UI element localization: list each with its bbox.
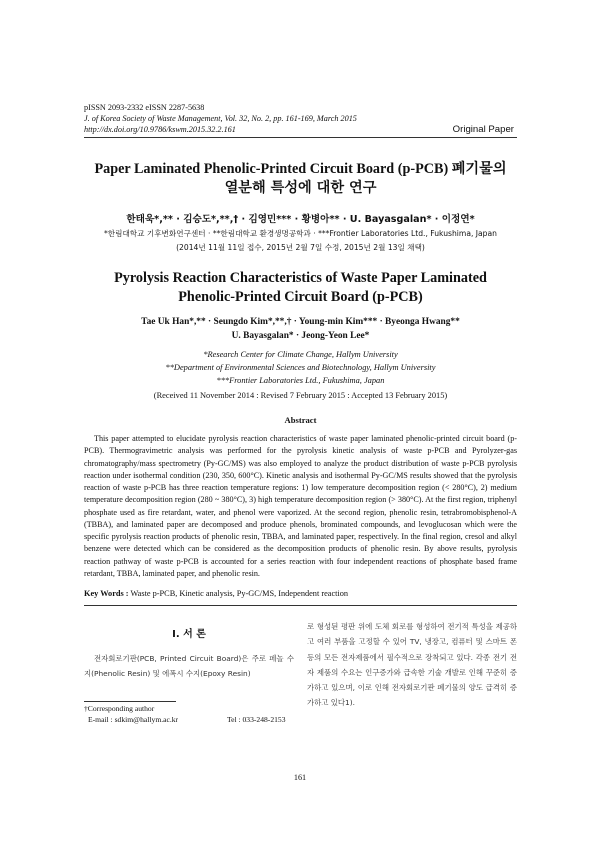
english-aff2: **Department of Environmental Sciences and Biotechnology, Hallym University	[165, 363, 436, 372]
keywords-label: Key Words :	[84, 589, 129, 598]
doi-link[interactable]: http://dx.doi.org/10.9786/kswm.2015.32.2.161	[84, 125, 236, 134]
header-divider	[84, 137, 517, 138]
journal-citation: J. of Korea Society of Waste Management, Vol. 32, No. 2, pp. 161-169, March 2015	[84, 114, 357, 123]
english-aff3: ***Frontier Laboratories Ltd., Fukushima, Japan	[216, 376, 385, 385]
english-authors	[84, 315, 517, 343]
english-title	[84, 269, 517, 307]
english-aff1: *Research Center for Climate Change, Hallym University	[203, 350, 398, 359]
english-received: (Received 11 November 2014 : Revised 7 February 2015 : Accepted 13 February 2015)	[153, 391, 448, 400]
section-heading: I. 서 론	[172, 629, 206, 640]
footnote-rule	[84, 701, 176, 702]
english-authors-line2: U. Bayasgalan* · Jeong-Yeon Lee*	[231, 331, 370, 341]
footnote-email[interactable]: E-mail : sdkim@hallym.ac.kr	[88, 714, 179, 724]
article-type: Original Paper	[452, 124, 514, 135]
english-title-line2: Phenolic-Printed Circuit Board (p-PCB)	[178, 289, 423, 305]
keywords-list: Waste p-PCB, Kinetic analysis, Py-GC/MS, Independent reaction	[130, 589, 349, 598]
section-left-text: 전자회로기판(PCB, Printed Circuit Board)은 주로 페놀 수지(Phenolic Resin) 및 에폭시 수지(Epoxy Resin)	[84, 654, 294, 679]
korean-received: (2014년 11월 11일 접수, 2015년 2월 7일 수정, 2015년 2월 13일 채택)	[176, 243, 425, 252]
english-authors-line1: Tae Uk Han*,** · Seungdo Kim*,**,† · Young-min Kim*** · Byeonga Hwang**	[141, 317, 460, 327]
korean-title	[84, 160, 517, 198]
english-title-line1: Pyrolysis Reaction Characteristics of Waste Paper Laminated	[114, 270, 487, 286]
journal-header	[84, 102, 357, 135]
footnote	[84, 704, 294, 726]
korean-affiliations: *한림대학교 기후변화연구센터 · **한림대학교 환경생명공학과 · ***Frontier Laboratories Ltd., Fukushima, Japan	[104, 229, 497, 238]
footnote-tel: Tel : 033-248-2153	[227, 714, 286, 724]
abstract-heading: Abstract	[284, 415, 317, 425]
abstract-text: This paper attempted to elucidate pyrolysis reaction characteristics of waste paper laminated phenolic-printed circuit board (p-PCB). Thermogravimetric analysis was performed for the pyrolysis kinetic analysis of waste p-PCB and Pyrolyzer-gas chromatography/mass spectrometry (Py-GC/MS) was also employed to analyze the product distribution of waste p-PCB pyrolysis reaction under isothermal condition (230, 350, 600°C). Kinetic analysis and isothermal Py-GC/MS results showed that the pyrolysis reaction of waste p-PCB has three reaction temperature regions: 1) low temperature decomposition region (< 280°C), 2) medium temperature decomposition region (280 ~ 380°C), 3) high temperature decomposition region (> 380°C). At the first region, triphenyl phosphate used as fire retardant, water, and phenol were vaporized. At the second region, phenolic resin, tetrabromobisphenol-A (TBBA), and laminated paper are decomposed and produce phenols, brominated compounds, and levoglucosan which were the specific pyrolysis reaction products of phenolic resin, TBBA, and laminated paper, respectively. In the final region, cresol and alkyl benzene were detected which can be considered as the decomposition products of phenolic resin. By above results, pyrolysis reaction pathway of waste p-PCB is accounted for a series reaction with four independent reactions of phosphate based frame retardant, TBBA, laminated paper, and phenolic resin.	[84, 434, 517, 578]
page-number: 161	[293, 773, 307, 782]
section-right-text: 로 형성된 평판 위에 도체 회로를 형성하여 전기적 특성을 제공하고 여러 부품을 고정할 수 있어 TV, 냉장고, 컴퓨터 및 스마트 폰 등의 모든 전자제품에서 필수적으로 장착되고 있다. 각종 전기 전자 제품의 수요는 인구증가와 급속한 기술 개발로 인해 꾸준히 증가하고 있으며, 이로 인해 전자회로기판 폐기물의 양도 급격히 증가하고 있다1).	[307, 622, 517, 708]
korean-title-line1: Paper Laminated Phenolic-Printed Circuit Board (p-PCB) 폐기물의	[94, 161, 507, 177]
english-affiliations	[84, 348, 517, 387]
abstract-divider	[84, 605, 517, 606]
corresponding-author: †Corresponding author	[84, 704, 155, 713]
korean-authors: 한태욱*,** · 김승도*,**,† · 김영민*** · 황병아** · U. Bayasgalan* · 이정연*	[126, 214, 475, 225]
issn: pISSN 2093-2332 eISSN 2287-5638	[84, 103, 205, 112]
korean-title-line2: 열분해 특성에 대한 연구	[224, 180, 377, 196]
keywords	[84, 589, 348, 598]
